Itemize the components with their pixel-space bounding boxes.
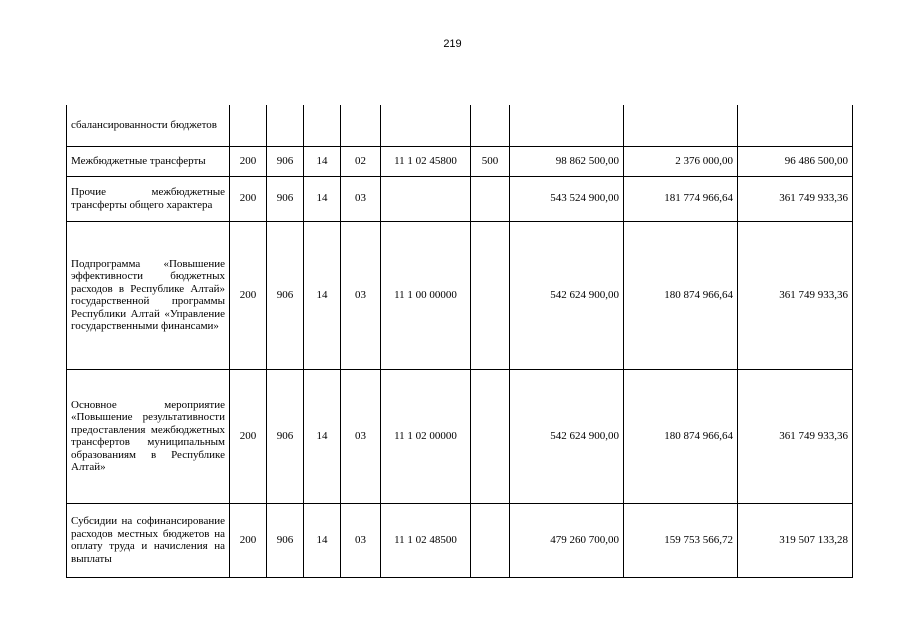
- cell-a3: 96 486 500,00: [738, 146, 853, 176]
- cell-a3: 361 749 933,36: [738, 369, 853, 503]
- table-row: [67, 176, 853, 221]
- cell-c6: [471, 369, 510, 503]
- cell-name: Подпрограмма «Повышение эффективности бюджетных расходов в Республике Алтай» государственной программы Республики Алтай «Управление государственными финансами»: [67, 221, 230, 369]
- cell-c3: 14: [304, 176, 341, 221]
- cell-c1: 200: [230, 146, 267, 176]
- cell-c1: [230, 105, 267, 146]
- cell-c5: 11 1 02 00000: [381, 369, 471, 503]
- table-row: [67, 221, 853, 369]
- cell-c2: 906: [267, 176, 304, 221]
- table-row: [67, 503, 853, 577]
- cell-c4: 03: [341, 176, 381, 221]
- cell-a3: 361 749 933,36: [738, 176, 853, 221]
- cell-c4: 02: [341, 146, 381, 176]
- cell-c1: 200: [230, 503, 267, 577]
- cell-c2: 906: [267, 503, 304, 577]
- cell-a2: 181 774 966,64: [624, 176, 738, 221]
- cell-a2: 180 874 966,64: [624, 221, 738, 369]
- page-number: 219: [443, 38, 462, 50]
- cell-c2: [267, 105, 304, 146]
- cell-c3: 14: [304, 369, 341, 503]
- cell-c3: 14: [304, 146, 341, 176]
- cell-c1: 200: [230, 369, 267, 503]
- cell-c6: 500: [471, 146, 510, 176]
- cell-name: Прочие межбюджетные трансферты общего характера: [67, 176, 230, 221]
- cell-a1: 542 624 900,00: [510, 369, 624, 503]
- cell-c4: 03: [341, 503, 381, 577]
- cell-a3: [738, 105, 853, 146]
- cell-name: Основное мероприятие «Повышение результативности предоставления межбюджетных трансфертов муниципальным образованиям в Республике Алтай»: [67, 369, 230, 503]
- cell-a2: 2 376 000,00: [624, 146, 738, 176]
- cell-c1: 200: [230, 176, 267, 221]
- cell-c6: [471, 503, 510, 577]
- cell-a1: 98 862 500,00: [510, 146, 624, 176]
- cell-a3: 361 749 933,36: [738, 221, 853, 369]
- cell-name: Межбюджетные трансферты: [67, 146, 230, 176]
- cell-a2: [624, 105, 738, 146]
- cell-c3: 14: [304, 221, 341, 369]
- cell-a1: 543 524 900,00: [510, 176, 624, 221]
- cell-c4: 03: [341, 221, 381, 369]
- table-row: [67, 105, 853, 146]
- cell-c6: [471, 221, 510, 369]
- cell-c2: 906: [267, 369, 304, 503]
- cell-c5: 11 1 00 00000: [381, 221, 471, 369]
- cell-c4: [341, 105, 381, 146]
- table-row: [67, 146, 853, 176]
- cell-c2: 906: [267, 221, 304, 369]
- cell-a3: 319 507 133,28: [738, 503, 853, 577]
- cell-a1: [510, 105, 624, 146]
- cell-name: Субсидии на софинансирование расходов местных бюджетов на оплату труда и начисления на выплаты: [67, 503, 230, 577]
- cell-c1: 200: [230, 221, 267, 369]
- cell-c4: 03: [341, 369, 381, 503]
- cell-c5: 11 1 02 48500: [381, 503, 471, 577]
- cell-a1: 542 624 900,00: [510, 221, 624, 369]
- cell-a1: 479 260 700,00: [510, 503, 624, 577]
- cell-name: сбалансированности бюджетов: [67, 105, 230, 146]
- cell-c6: [471, 105, 510, 146]
- cell-c5: [381, 176, 471, 221]
- cell-c3: [304, 105, 341, 146]
- cell-c6: [471, 176, 510, 221]
- cell-c5: 11 1 02 45800: [381, 146, 471, 176]
- cell-c3: 14: [304, 503, 341, 577]
- cell-c2: 906: [267, 146, 304, 176]
- cell-a2: 159 753 566,72: [624, 503, 738, 577]
- table-row: [67, 369, 853, 503]
- budget-table: [66, 105, 853, 578]
- cell-a2: 180 874 966,64: [624, 369, 738, 503]
- cell-c5: [381, 105, 471, 146]
